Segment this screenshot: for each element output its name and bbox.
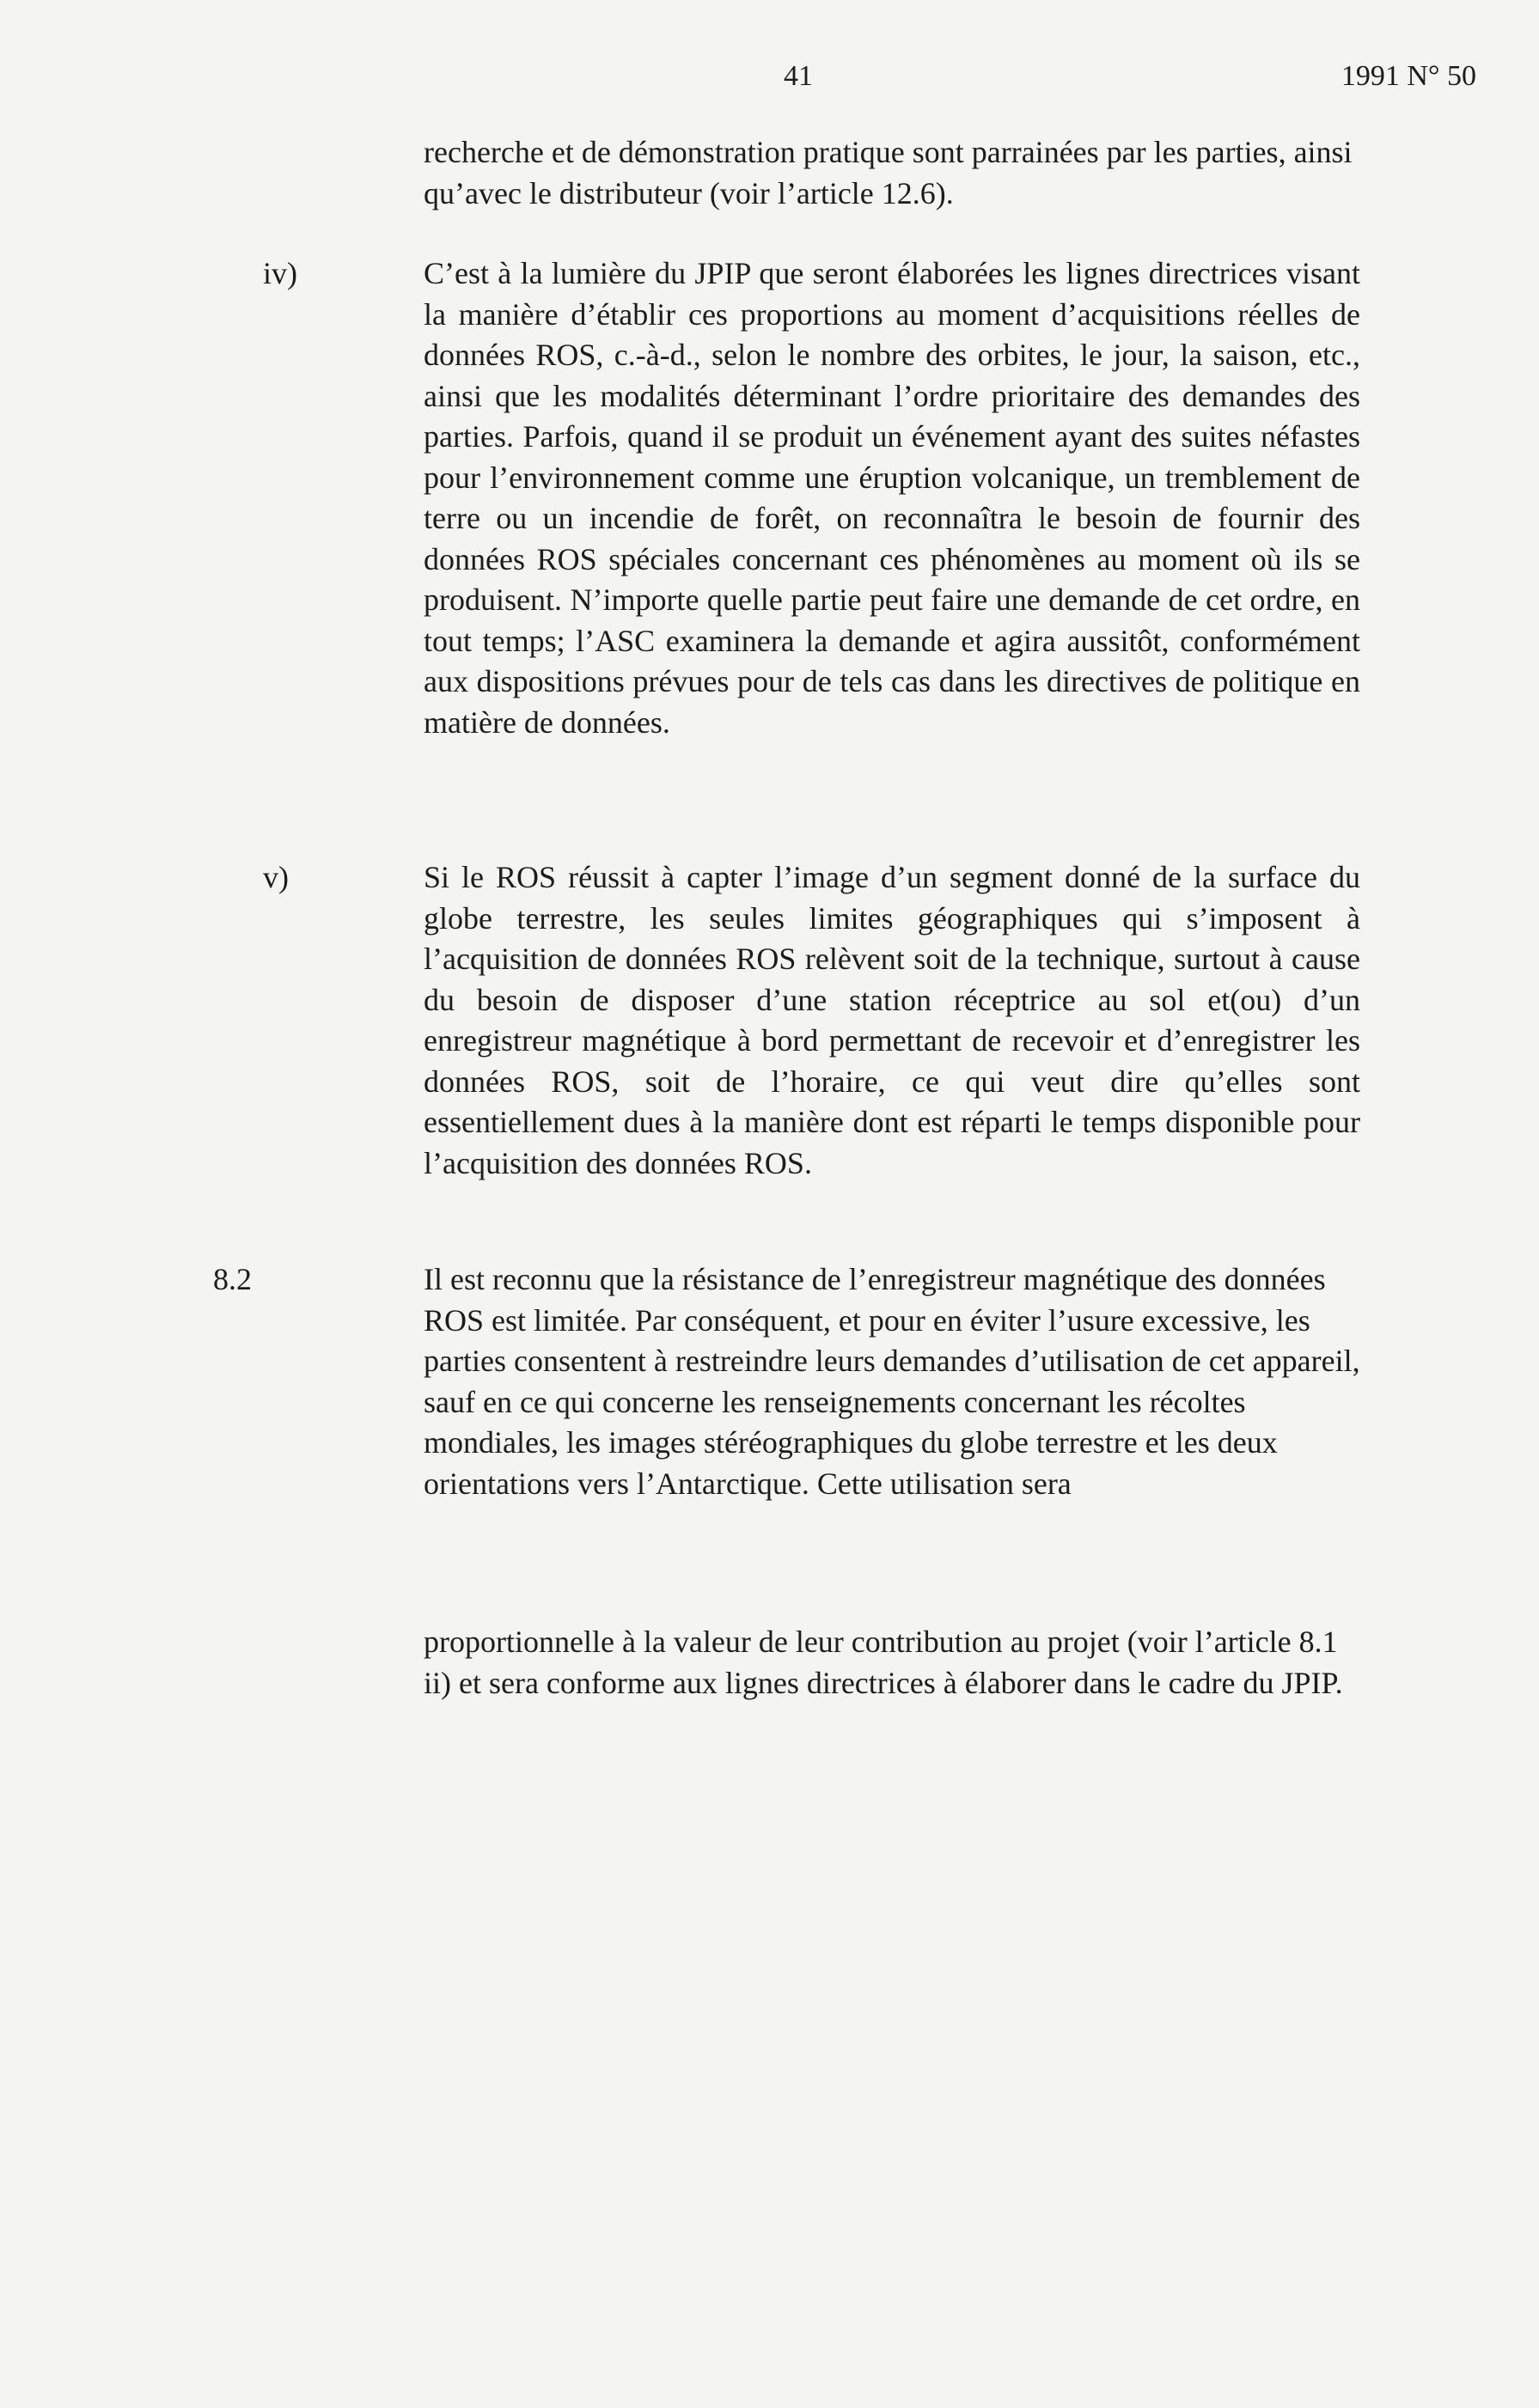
paragraph-text: recherche et de démonstration pratique sont parrainées par les parties, ainsi qu’avec le distributeur (voir l’article 12.6). xyxy=(424,135,1353,210)
document-reference: 1991 N° 50 xyxy=(1341,60,1476,92)
page-number: 41 xyxy=(784,60,813,92)
paragraph-text: proportionnelle à la valeur de leur contribution au projet (voir l’article 8.1 ii) et sera conforme aux lignes directrices à élaborer dans le cadre du JPIP. xyxy=(424,1625,1343,1700)
paragraph-label: iv) xyxy=(263,256,297,290)
paragraph-label: v) xyxy=(263,860,289,894)
paragraph-text: Il est reconnu que la résistance de l’enregistreur magnétique des données ROS est limitée. Par conséquent, et pour en éviter l’usure excessive, les parties consentent à restreindre leurs demandes d’utilisation de cet appareil, sauf en ce qui concerne les renseignements concernant les récoltes mondiales, les images stéréographiques du globe terrestre et les deux orientations vers l’Antarctique. Cette utilisation sera xyxy=(424,1262,1360,1501)
page-header xyxy=(0,60,1539,103)
paragraph-text: Si le ROS réussit à capter l’image d’un segment donné de la surface du globe terrestre, les seules limites géographiques qui s’imposent à l’acquisition de données ROS relèvent soit de la technique, surtout à cause du besoin de disposer d’une station réceptrice au sol et(ou) d’un enregistreur magnétique à bord permettant de recevoir et d’enregistrer les données ROS, soit de l’horaire, ce qui veut dire qu’elles sont essentiellement dues à la manière dont est réparti le temps disponible pour l’acquisition des données ROS. xyxy=(424,860,1360,1180)
paragraph-text: C’est à la lumière du JPIP que seront élaborées les lignes directrices visant la manière d’établir ces proportions au moment d’acquisitions réelles de données ROS, c.-à-d., selon le nombre des orbites, le jour, la saison, etc., ainsi que les modalités déterminant l’ordre prioritaire des demandes des parties. Parfois, quand il se produit un événement ayant des suites néfastes pour l’environnement comme une éruption volcanique, un tremblement de terre ou un incendie de forêt, on reconnaîtra le besoin de fournir des données ROS spéciales concernant ces phénomènes au moment où ils se produisent. N’importe quelle partie peut faire une demande de cet ordre, en tout temps; l’ASC examinera la demande et agira aussitôt, conformément aux dispositions prévues pour de tels cas dans les directives de politique en matière de données. xyxy=(424,256,1360,740)
section-number: 8.2 xyxy=(213,1262,252,1296)
